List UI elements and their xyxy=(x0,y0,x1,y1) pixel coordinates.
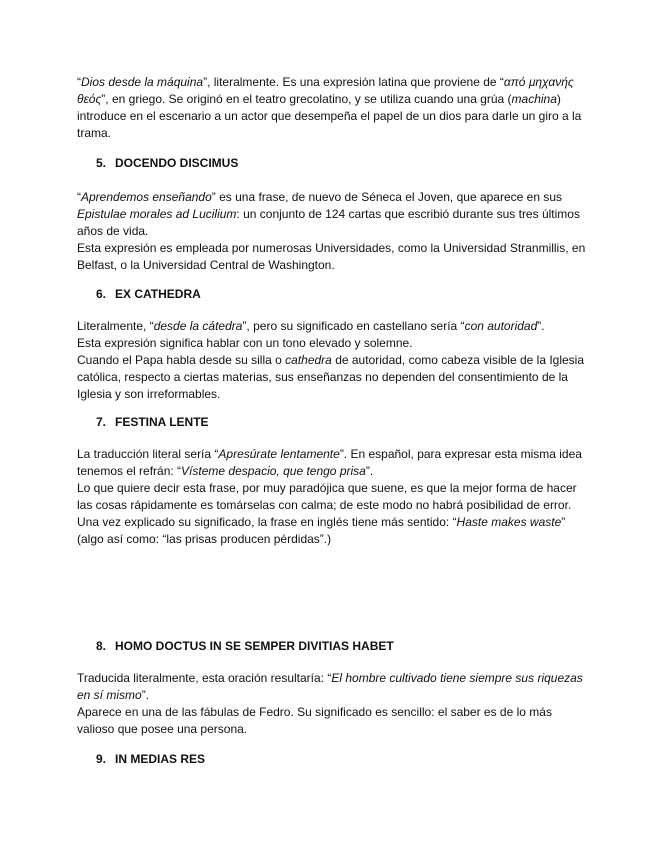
italic-run: από μηχανής xyxy=(503,75,574,89)
text-run: tenemos el refrán: “ xyxy=(77,464,182,478)
text-line xyxy=(77,74,577,91)
section-heading-9 xyxy=(96,751,205,768)
italic-run: machina xyxy=(511,92,557,106)
text-run: ”, en griego. Se originó en el teatro grecolatino, y se utiliza cuando una grúa ( xyxy=(101,92,512,106)
text-line xyxy=(77,318,577,335)
text-line: Lo que quiere decir esta frase, por muy paradójica que suene, es que la mejor forma de hacer xyxy=(77,481,577,495)
text-run: ”. xyxy=(365,464,374,478)
heading-number: 8. xyxy=(96,639,107,653)
heading-number: 7. xyxy=(96,415,107,429)
paragraph-festina-lente xyxy=(77,446,582,548)
text-run: “ xyxy=(77,75,81,89)
text-run: Literalmente, “ xyxy=(77,319,154,333)
text-line xyxy=(77,514,577,531)
text-line: introduce en el escenario a un actor que desempeña el papel de un dios para darle un giro a la xyxy=(77,109,582,123)
italic-run: Vísteme despacio, que tengo prisa xyxy=(181,464,366,478)
section-heading-5 xyxy=(96,155,238,172)
text-run: de autoridad, como cabeza visible de la Iglesia xyxy=(331,353,585,367)
section-heading-8 xyxy=(96,638,394,655)
heading-number: 6. xyxy=(96,287,107,301)
italic-run: θεός xyxy=(77,92,102,106)
text-run: ”. xyxy=(141,688,150,702)
text-line xyxy=(77,189,577,206)
text-line: (algo así como: “las prisas producen pérdidas”.) xyxy=(77,532,332,546)
text-run: Una vez explicado su significado, la frase en inglés tiene más sentido: “ xyxy=(77,515,457,529)
text-run: ) xyxy=(556,92,561,106)
text-run: ”, pero su significado en castellano sería “ xyxy=(242,319,465,333)
text-line: Esta expresión significa hablar con un tono elevado y solemne. xyxy=(77,336,413,350)
paragraph-deus-ex-machina xyxy=(77,74,582,142)
text-line xyxy=(77,91,577,108)
text-line: Aparece en una de las fábulas de Fedro. Su significado es sencillo: el saber es de lo más xyxy=(77,705,552,719)
section-heading-6 xyxy=(96,286,201,303)
text-run: ”, literalmente. Es una expresión latina que proviene de “ xyxy=(203,75,504,89)
italic-run: El hombre cultivado tiene siempre sus riquezas xyxy=(331,671,583,685)
text-line: valioso que posee una persona. xyxy=(77,722,248,736)
italic-run: desde la cátedra xyxy=(153,319,243,333)
italic-run: Dios desde la máquina xyxy=(81,75,204,89)
text-run: ”. xyxy=(537,319,545,333)
text-run: ” es una frase, de nuevo de Séneca el Joven, que aparece en sus xyxy=(211,190,563,204)
text-run: : un conjunto de 124 cartas que escribió durante sus tres últimos xyxy=(236,207,580,221)
italic-run: Haste makes waste xyxy=(456,515,562,529)
italic-run: Aprendemos enseñando xyxy=(81,190,212,204)
italic-run: en sí mismo xyxy=(77,688,142,702)
text-line xyxy=(77,352,585,369)
text-line xyxy=(77,206,580,223)
heading-title: IN MEDIAS RES xyxy=(115,752,206,766)
text-line xyxy=(77,670,583,687)
text-run: La traducción literal sería “ xyxy=(77,447,219,461)
section-heading-7 xyxy=(96,414,209,431)
text-line: años de vida. xyxy=(77,224,149,238)
text-line: Esta expresión es empleada por numerosas Universidades, como la Universidad Stranmillis, en xyxy=(77,241,586,255)
text-line: católica, respecto a ciertas materias, sus enseñanzas no dependen del consentimiento de la xyxy=(77,370,568,384)
text-line: las cosas rápidamente es tomárselas con calma; de este modo no habrá posibilidad de error. xyxy=(77,498,572,512)
text-run: ”. En español, para expresar esta misma idea xyxy=(339,447,582,461)
paragraph-homo-doctus xyxy=(77,670,583,738)
text-run: ” xyxy=(561,515,566,529)
heading-title: EX CATHEDRA xyxy=(115,287,201,301)
italic-run: con autoridad xyxy=(464,319,538,333)
text-line: Belfast, o la Universidad Central de Washington. xyxy=(77,258,335,272)
text-line xyxy=(77,463,577,480)
heading-title: HOMO DOCTUS IN SE SEMPER DIVITIAS HABET xyxy=(115,639,394,653)
text-run: Cuando el Papa habla desde su silla o xyxy=(77,353,286,367)
heading-number: 9. xyxy=(96,752,107,766)
text-run: “ xyxy=(77,190,81,204)
text-line: trama. xyxy=(77,126,112,140)
italic-run: Apresúrate lentamente xyxy=(218,447,340,461)
text-line: Iglesia y son irreformables. xyxy=(77,387,221,401)
text-line xyxy=(77,446,582,463)
text-line xyxy=(77,687,577,704)
heading-title: FESTINA LENTE xyxy=(115,415,209,429)
italic-run: Epistulae morales ad Lucilium xyxy=(77,207,237,221)
heading-number: 5. xyxy=(96,156,107,170)
text-run: Traducida literalmente, esta oración resultaría: “ xyxy=(77,671,332,685)
heading-title: DOCENDO DISCIMUS xyxy=(115,156,239,170)
paragraph-ex-cathedra xyxy=(77,318,585,403)
italic-run: cathedra xyxy=(285,353,332,367)
paragraph-docendo-discimus xyxy=(77,189,586,274)
